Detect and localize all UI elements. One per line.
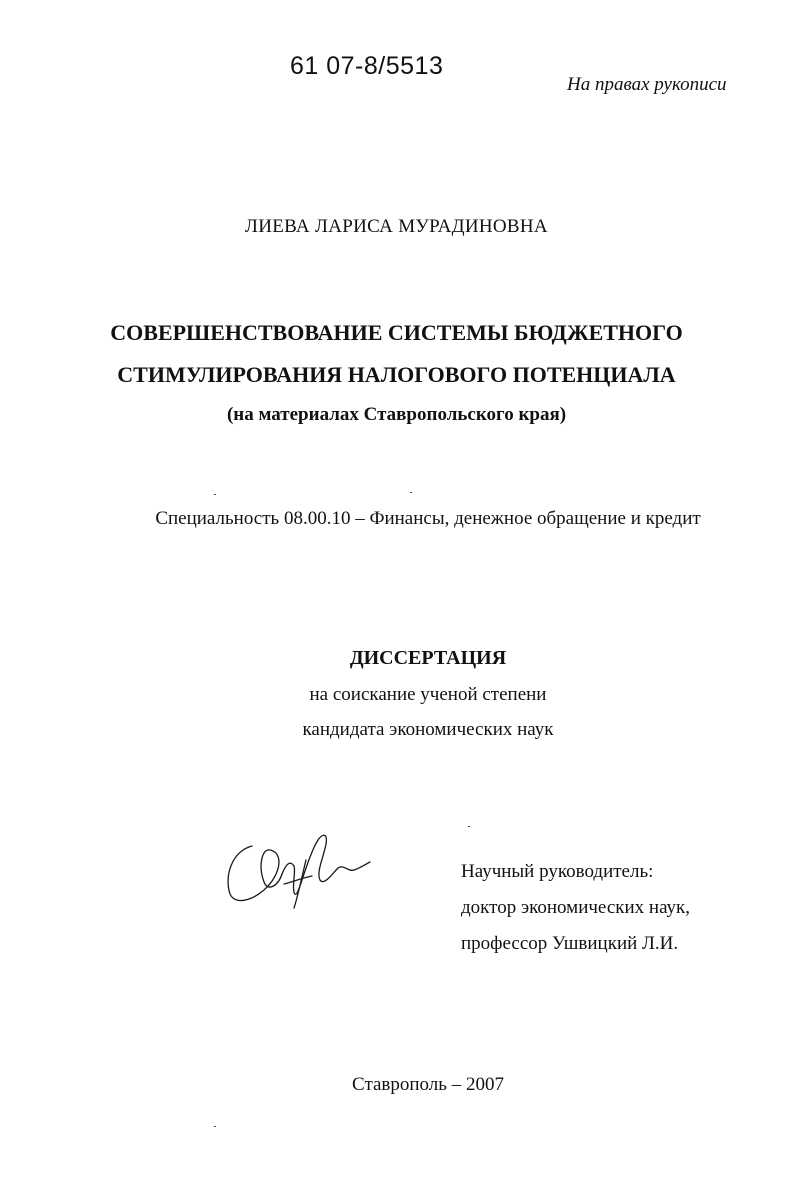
scan-speck [214, 1126, 216, 1127]
title-line-2: СТИМУЛИРОВАНИЯ НАЛОГОВОГО ПОТЕНЦИАЛА [117, 362, 676, 387]
advisor-name: профессор Ушвицкий Л.И. [461, 933, 679, 954]
scan-speck [410, 492, 412, 493]
document-type: ДИССЕРТАЦИЯ [349, 647, 507, 669]
archive-code: 61 07-8/5513 [290, 52, 444, 80]
scan-speck [468, 826, 470, 827]
degree-line-2: кандидата экономических наук [302, 719, 554, 740]
advisor-label: Научный руководитель: [461, 861, 654, 882]
degree-line-1: на соискание ученой степени [309, 684, 547, 705]
city-year: Ставрополь – 2007 [352, 1074, 504, 1095]
signature [222, 826, 382, 916]
scan-speck [214, 494, 216, 495]
specialty: Специальность 08.00.10 – Финансы, денежное обращение и кредит [155, 508, 701, 529]
advisor-degree: доктор экономических наук, [461, 897, 691, 918]
title-line-1: СОВЕРШЕНСТВОВАНИЕ СИСТЕМЫ БЮДЖЕТНОГО [110, 320, 683, 345]
author-name: ЛИЕВА ЛАРИСА МУРАДИНОВНА [245, 216, 548, 237]
rights-note: На правах рукописи [567, 74, 727, 95]
title-subtitle: (на материалах Ставропольского края) [226, 404, 567, 425]
